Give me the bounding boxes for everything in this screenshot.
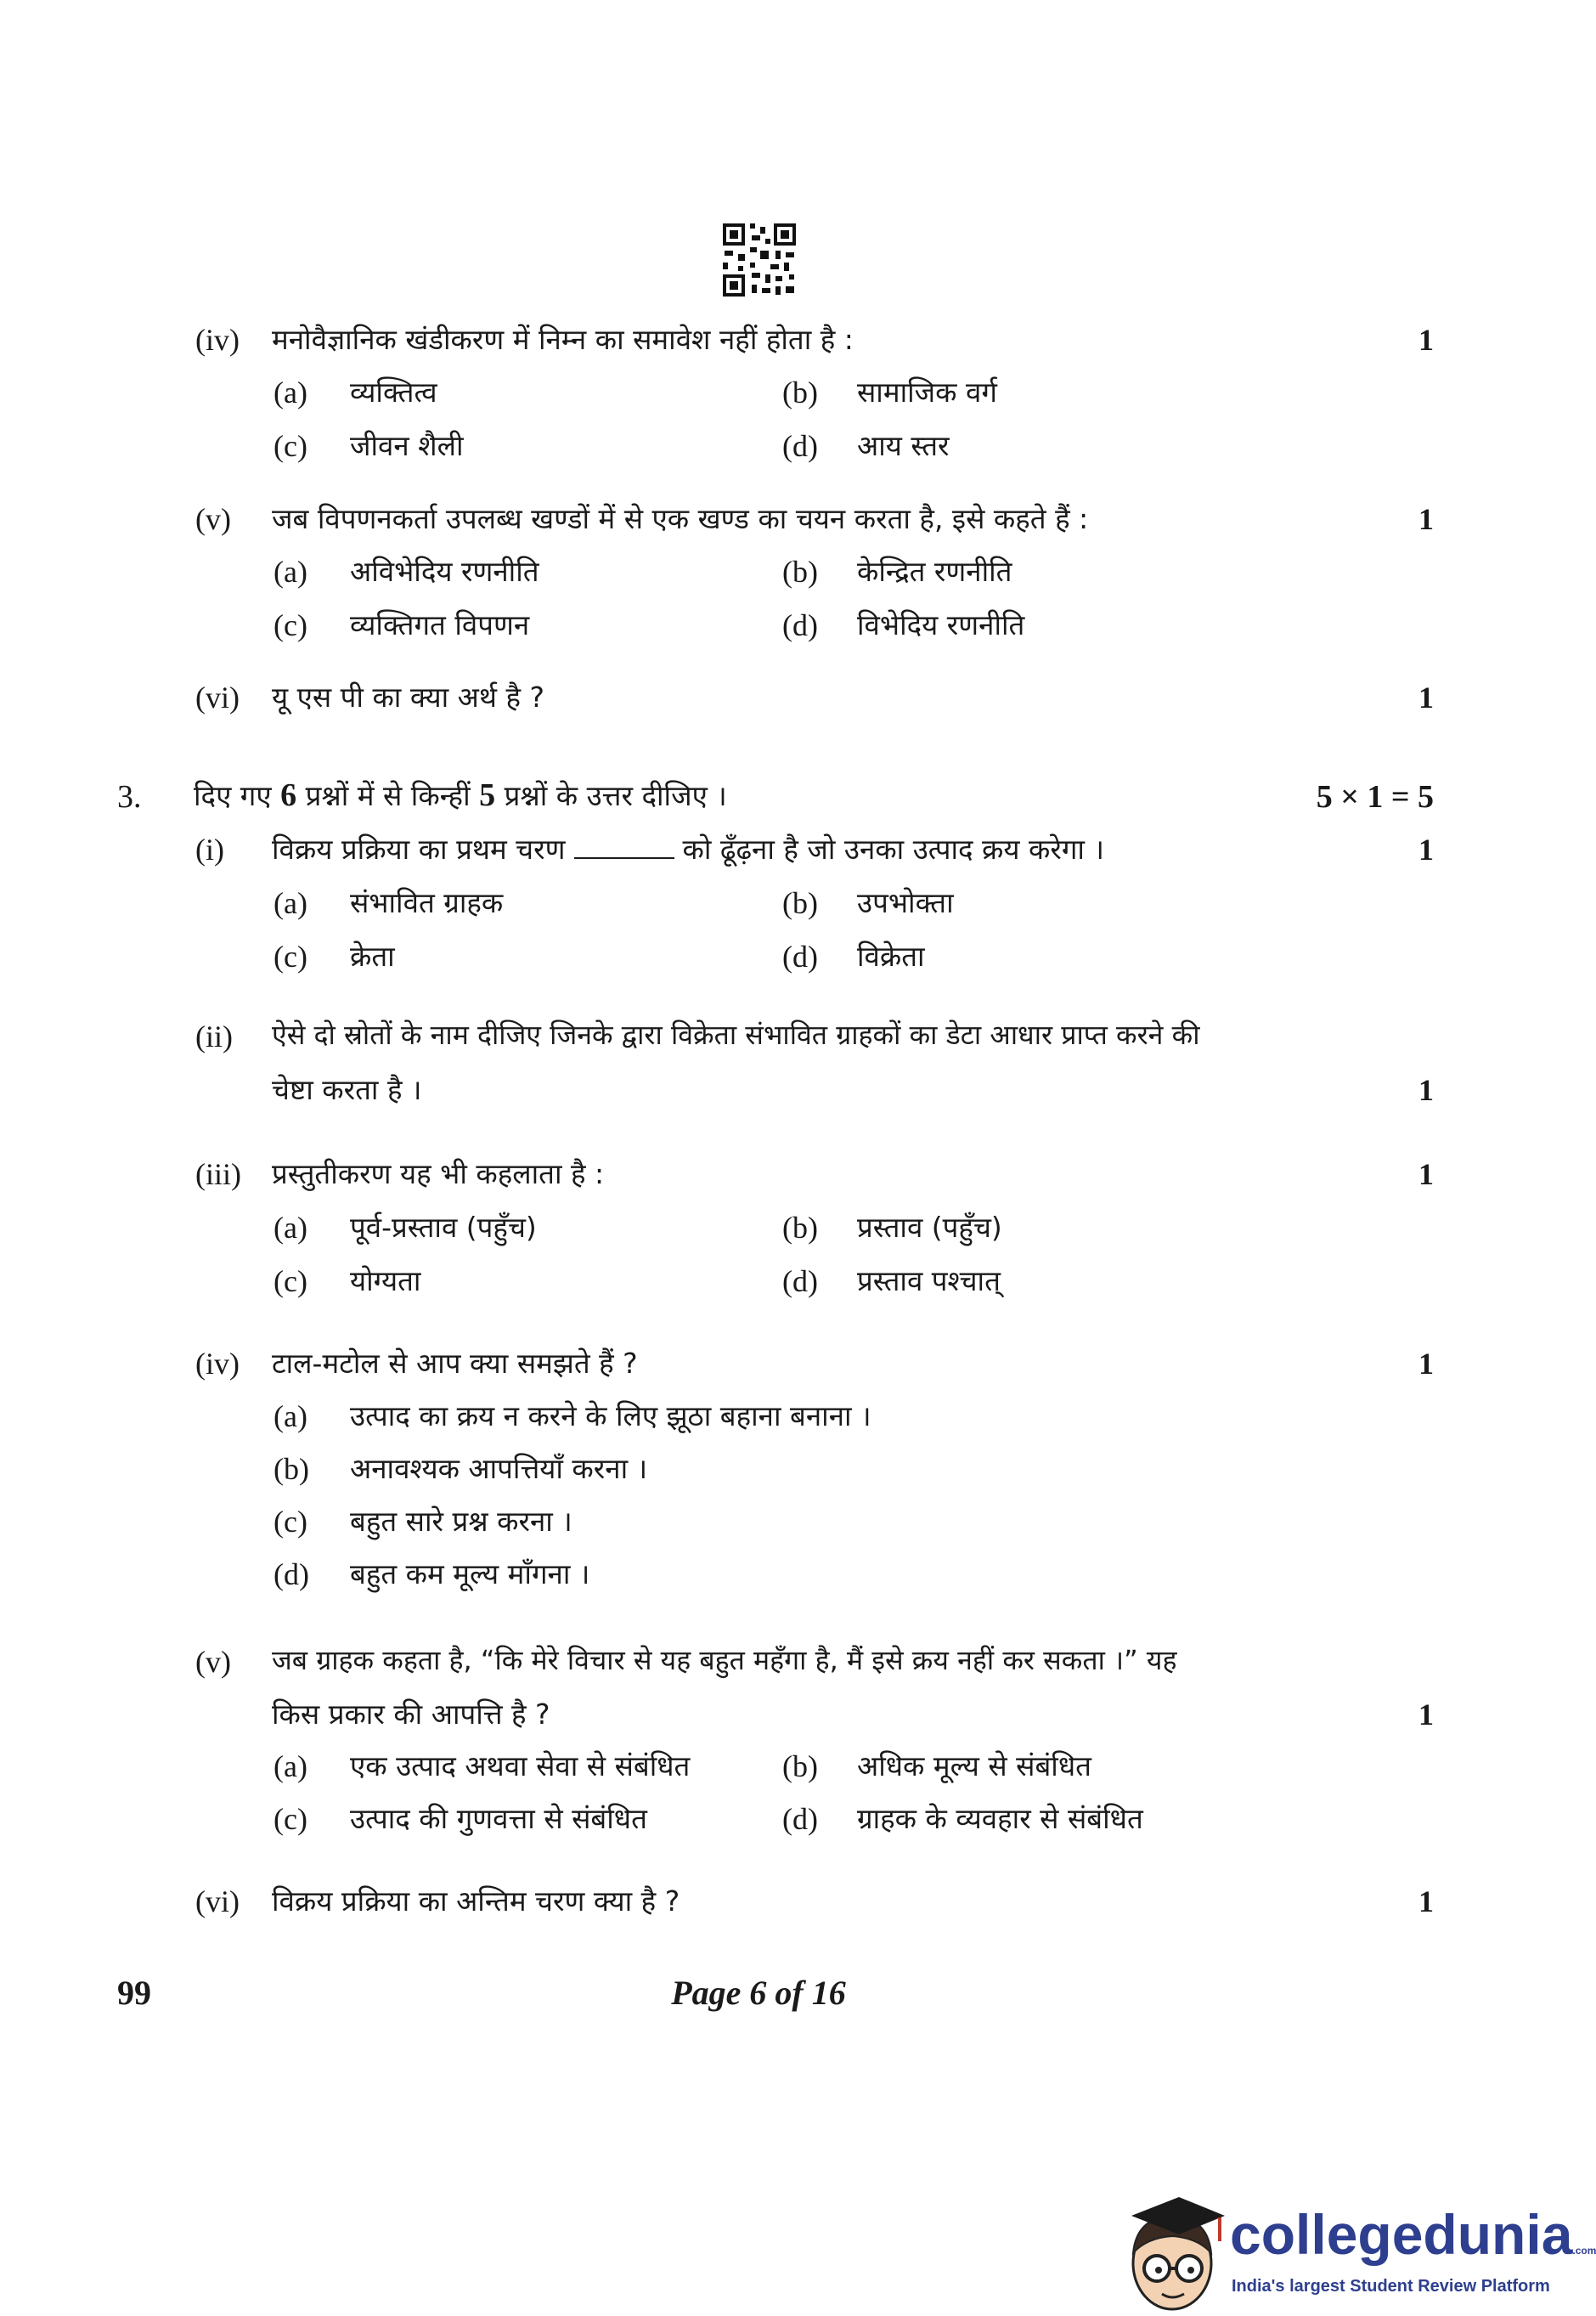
option-text: विभेदिय रणनीति: [857, 608, 1025, 641]
student-mascot-icon: [1119, 2194, 1230, 2316]
collegedunia-watermark: [1119, 2194, 1596, 2316]
q2-v-question: जब विपणनकर्ता उपलब्ध खण्डों में से एक खण्ड का चयन करता है, इसे कहते हैं :: [272, 502, 1089, 535]
q3-i-marks: 1: [1418, 833, 1434, 867]
option-label: (b): [274, 1452, 309, 1486]
option-text: विक्रेता: [857, 940, 925, 973]
q3-ii-question-line1: ऐसे दो स्रोतों के नाम दीजिए जिनके द्वारा विक्रेता संभावित ग्राहकों का डेटा आधार प्राप्त करने की: [272, 1019, 1200, 1051]
option-text: अनावश्यक आपत्तियाँ करना ।: [350, 1452, 648, 1485]
option-label: (c): [274, 1505, 307, 1539]
option-text: उत्पाद की गुणवत्ता से संबंधित: [350, 1802, 647, 1835]
option-text: आय स्तर: [857, 429, 950, 462]
option-label: (d): [782, 608, 818, 642]
option-label: (b): [782, 376, 818, 410]
option-text: संभावित ग्राहक: [350, 886, 504, 919]
option-label: (b): [782, 1749, 818, 1783]
q3-ii-marks: 1: [1418, 1073, 1434, 1107]
q2-iv-question: मनोवैज्ञानिक खंडीकरण में निम्न का समावेश नहीं होता है :: [272, 323, 854, 356]
q2-iv-marks: 1: [1418, 323, 1434, 357]
option-text: प्रस्ताव (पहुँच): [857, 1211, 1002, 1244]
paper-code: 99: [117, 1974, 151, 2012]
option-text: जीवन शैली: [350, 429, 464, 462]
option-label: (c): [274, 608, 307, 642]
q3-number: 3.: [117, 779, 142, 815]
q2-vi-number: (vi): [195, 681, 240, 715]
q3-v-question-line2: किस प्रकार की आपत्ति है ?: [272, 1697, 550, 1731]
option-text: प्रस्ताव पश्चात्: [857, 1264, 1001, 1297]
q2-v-number: (v): [195, 502, 231, 536]
q3-iv-question: टाल-मटोल से आप क्या समझते हैं ?: [272, 1347, 638, 1380]
q3-i-number: (i): [195, 833, 224, 867]
q3-ii-question-line2: चेष्टा करता है ।: [272, 1073, 422, 1106]
fill-in-blank: [574, 835, 674, 859]
option-label: (d): [782, 429, 818, 463]
q3-vi-number: (vi): [195, 1884, 240, 1918]
qr-code: [721, 222, 798, 298]
q3-iii-number: (iii): [195, 1157, 241, 1191]
brand-tagline: India's largest Student Review Platform: [1232, 2277, 1550, 2296]
option-label: (a): [274, 1211, 307, 1245]
option-label: (b): [782, 1211, 818, 1245]
option-label: (c): [274, 1802, 307, 1836]
option-label: (b): [782, 886, 818, 920]
option-text: व्यक्तिगत विपणन: [350, 608, 530, 641]
q3-i-question: विक्रय प्रक्रिया का प्रथम चरण को ढूँढ़ना है जो उनका उत्पाद क्रय करेगा ।: [272, 833, 1104, 866]
option-text: सामाजिक वर्ग: [857, 376, 997, 409]
option-text: पूर्व-प्रस्ताव (पहुँच): [350, 1211, 537, 1244]
option-label: (a): [274, 1749, 307, 1783]
option-text: बहुत कम मूल्य माँगना ।: [350, 1557, 590, 1590]
option-text: एक उत्पाद अथवा सेवा से संबंधित: [350, 1749, 691, 1782]
q3-ii-number: (ii): [195, 1020, 233, 1053]
option-text: अधिक मूल्य से संबंधित: [857, 1749, 1091, 1782]
option-text: उत्पाद का क्रय न करने के लिए झूठा बहाना बनाना ।: [350, 1399, 871, 1432]
option-text: ग्राहक के व्यवहार से संबंधित: [857, 1802, 1143, 1835]
option-text: केन्द्रित रणनीति: [857, 555, 1012, 588]
option-text: उपभोक्ता: [857, 886, 954, 919]
q3-iv-number: (iv): [195, 1347, 240, 1381]
option-label: (c): [274, 940, 307, 974]
q3-iii-question: प्रस्तुतीकरण यह भी कहलाता है :: [272, 1157, 605, 1190]
q3-iii-marks: 1: [1418, 1157, 1434, 1191]
option-label: (d): [782, 940, 818, 974]
q2-iv-number: (iv): [195, 323, 240, 357]
option-text: योग्यता: [350, 1264, 421, 1297]
page-number: Page 6 of 16: [671, 1974, 846, 2012]
brand-name: collegedunia.com: [1230, 2203, 1596, 2266]
q3-total-marks: 5 × 1 = 5: [1316, 779, 1434, 815]
option-label: (a): [274, 555, 307, 589]
option-label: (b): [782, 555, 818, 589]
option-label: (a): [274, 376, 307, 410]
q3-v-number: (v): [195, 1645, 231, 1679]
option-label: (d): [782, 1264, 818, 1298]
q3-v-question-line1: जब ग्राहक कहता है, “कि मेरे विचार से यह बहुत महँगा है, मैं इसे क्रय नहीं कर सकता ।” यह: [272, 1644, 1177, 1676]
q3-iv-marks: 1: [1418, 1347, 1434, 1381]
option-label: (c): [274, 429, 307, 463]
option-label: (a): [274, 1399, 307, 1433]
q2-vi-marks: 1: [1418, 681, 1434, 715]
q2-vi-question: यू एस पी का क्या अर्थ है ?: [272, 681, 544, 714]
q3-vi-marks: 1: [1418, 1884, 1434, 1918]
option-text: बहुत सारे प्रश्न करना ।: [350, 1505, 572, 1538]
option-label: (c): [274, 1264, 307, 1298]
option-label: (d): [274, 1557, 309, 1591]
option-text: अविभेदिय रणनीति: [350, 555, 539, 588]
option-label: (a): [274, 886, 307, 920]
option-text: व्यक्तित्व: [350, 376, 437, 409]
q3-instruction: दिए गए 6 प्रश्नों में से किन्हीं 5 प्रश्नों के उत्तर दीजिए ।: [194, 777, 727, 813]
option-label: (d): [782, 1802, 818, 1836]
q3-vi-question: विक्रय प्रक्रिया का अन्तिम चरण क्या है ?: [272, 1884, 680, 1918]
q2-v-marks: 1: [1418, 502, 1434, 536]
q3-v-marks: 1: [1418, 1697, 1434, 1731]
option-text: क्रेता: [350, 940, 395, 973]
